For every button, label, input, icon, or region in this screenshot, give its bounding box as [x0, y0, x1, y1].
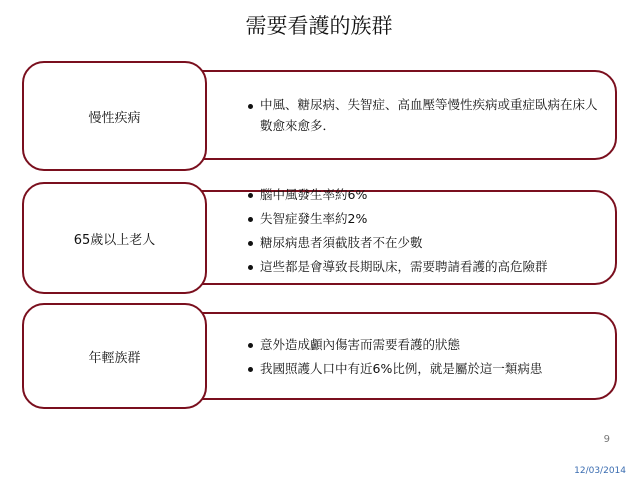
slide-title: 需要看護的族群: [245, 14, 393, 38]
group-1-bullets: [248, 94, 608, 136]
group-2-label: 65歲以上老人: [73, 232, 156, 248]
group-2-bullet-1: 腦中風發生率約6%: [248, 183, 608, 207]
group-2-bullet-4: 這些都是會導致長期臥床，需要聘請看護的高危險群: [248, 255, 608, 279]
group-1-label: 慢性疾病: [88, 110, 141, 126]
group-1-label-box: [22, 61, 207, 171]
group-1-bullet-1: 中風、糖尿病、失智症、高血壓等慢性疾病或重症臥病在床人數愈來愈多．: [248, 94, 608, 136]
group-3-label-box: [22, 303, 207, 409]
slide-date: 12/03/2014: [574, 466, 626, 476]
group-3-bullet-2: 我國照護人口中有近6%比例，就是屬於這一類病患: [248, 357, 608, 381]
page-number: 9: [603, 434, 610, 445]
group-2-bullets: [248, 183, 608, 279]
group-2-bullet-3: 糖尿病患者須截肢者不在少數: [248, 231, 608, 255]
group-3-bullet-1: 意外造成顱內傷害而需要看護的狀態: [248, 333, 608, 357]
group-2-bullet-2: 失智症發生率約2%: [248, 207, 608, 231]
group-2-label-box: [22, 182, 207, 294]
group-3-label: 年輕族群: [88, 350, 141, 366]
group-3-bullets: [248, 333, 608, 381]
